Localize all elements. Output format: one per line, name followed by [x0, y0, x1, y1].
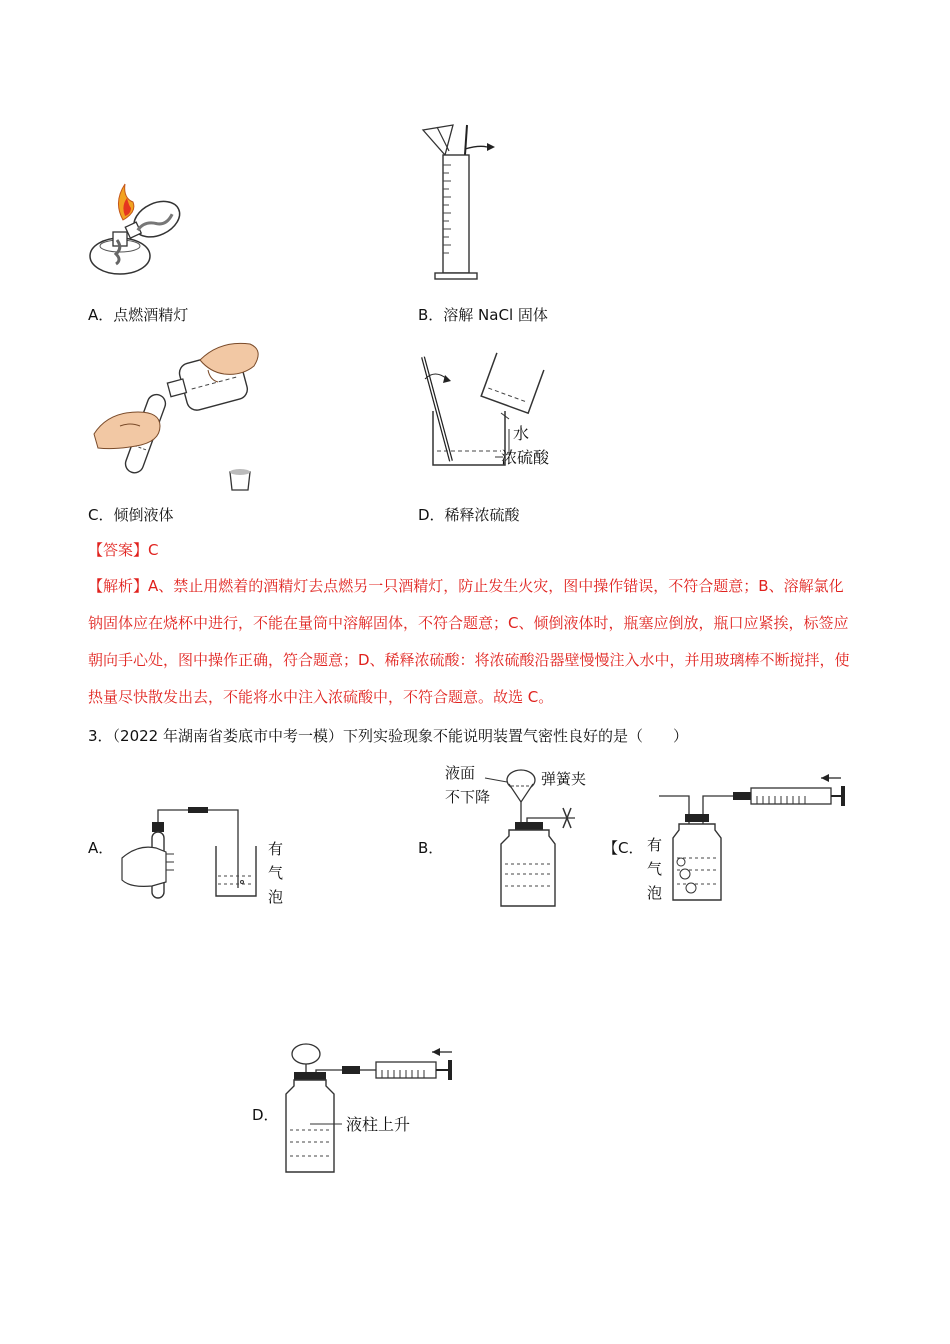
q2-option-b: B．溶解 NaCl 固体 — [418, 306, 548, 324]
q3-option-c: 【C． — [603, 839, 644, 857]
q3a-label-3: 泡 — [268, 888, 284, 906]
figure-pouring-liquid — [90, 340, 260, 495]
q3a-label-2: 气 — [268, 864, 284, 882]
figure-q3-a-tube-in-hand — [118, 818, 298, 913]
q3d-label-rise: 液柱上升 — [346, 1115, 411, 1134]
figure-q3-d-syringe-bottle — [280, 1060, 470, 1180]
analysis-tag: 【解析】 — [88, 577, 149, 595]
analysis-paragraph — [88, 568, 858, 716]
figure-graduated-cylinder — [415, 125, 515, 285]
figure-q3-c-syringe-bottle — [645, 770, 855, 910]
answer-tag: 【答案】 — [88, 541, 149, 559]
q3-option-d: D． — [252, 1106, 279, 1124]
q3a-label-1: 有 — [268, 840, 284, 858]
q3b-label-level1: 液面 — [445, 764, 476, 782]
figure-diluting-acid — [415, 355, 565, 475]
label-water: 水 — [513, 424, 530, 443]
q2-option-c: C．倾倒液体 — [88, 506, 174, 524]
answer-value: C — [148, 541, 159, 559]
q3-option-b: B． — [418, 839, 444, 857]
label-conc-acid: 浓硫酸 — [501, 448, 550, 467]
figure-q3-b-funnel-bottle — [445, 760, 605, 910]
analysis-text: A、禁止用燃着的酒精灯去点燃另一只酒精灯，防止发生火灾，图中操作错误，不符合题意；B、溶解氯化钠固体应在烧杯中进行，不能在量筒中溶解固体，不符合题意；C、倾倒液体时，瓶塞应倒放，瓶口应紧挨，标签应朝向手心处，图中操作正确，符合题意；D、稀释浓硫酸：将浓硫酸沿器壁慢慢注入水中，并用玻璃棒不断搅拌，使热量尽快散发出去，不能将水中注入浓硫酸中，不符合题意。故选 C。 — [88, 577, 850, 706]
q3c-label-1: 有 — [647, 836, 663, 854]
q3-stem: 3．（2022 年湖南省娄底市中考一模）下列实验现象不能说明装置气密性良好的是（ ） — [88, 727, 688, 745]
q3c-label-2: 气 — [647, 860, 663, 878]
q3-option-a: A． — [88, 839, 114, 857]
figure-alcohol-lamps — [85, 180, 185, 280]
q3b-label-level2: 不下降 — [445, 788, 491, 806]
q2-option-d: D．稀释浓硫酸 — [418, 506, 520, 524]
q3c-label-3: 泡 — [647, 884, 663, 902]
answer-line — [88, 540, 159, 560]
q2-option-a: A．点燃酒精灯 — [88, 306, 189, 324]
q3b-label-clamp: 弹簧夹 — [541, 770, 587, 788]
